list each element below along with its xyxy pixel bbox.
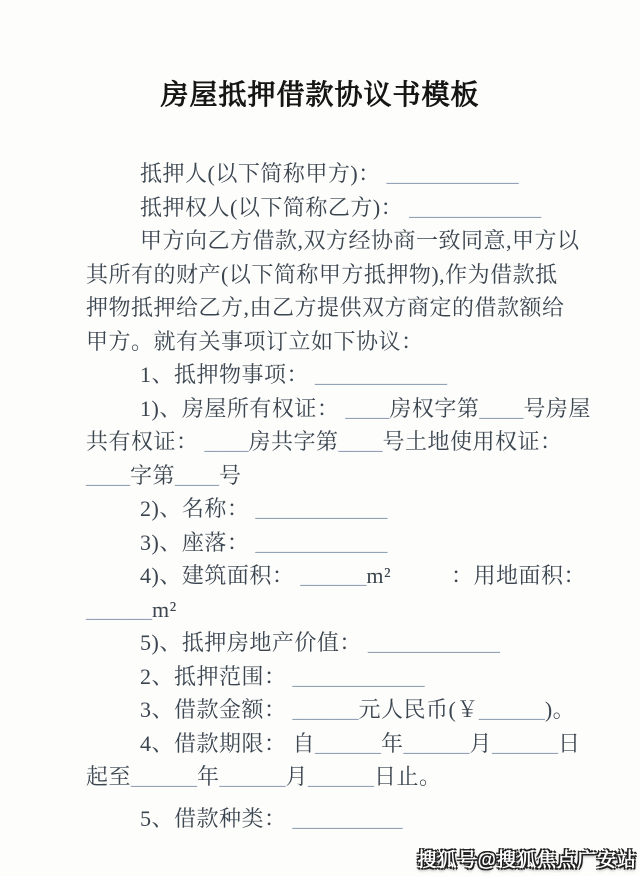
line-preamble-2: 其所有的财产(以下简称甲方抵押物),作为借款抵 (86, 261, 558, 287)
document-title: 房屋抵押借款协议书模板 (160, 79, 480, 110)
line-item1-1-cont-2: ____字第____号 (86, 462, 242, 488)
document-body (0, 157, 640, 835)
line-item1-4-area: 4)、建筑面积： ______m² ：用地面积： (140, 563, 587, 588)
line-item4-term-cont: 起至______年______月______日止。 (86, 764, 442, 789)
line-item1-1-cont-1: 共有权证： ____房共字第____号土地使用权证： (86, 429, 563, 454)
line-mortgagee: 抵押权人(以下简称乙方)： ____________ (140, 194, 542, 220)
line-preamble-1: 甲方向乙方借款,双方经协商一致同意,甲方以 (140, 228, 580, 253)
line-item1-3-location: 3)、座落： ____________ (140, 529, 388, 555)
line-mortgagor: 抵押人(以下简称甲方)： ____________ (140, 161, 519, 186)
line-preamble-4: 甲方。就有关事项订立如下协议： (86, 328, 424, 354)
line-item4-term: 4、借款期限： 自______年______月______日 (140, 730, 581, 756)
line-preamble-3: 押物抵押给乙方,由乙方提供双方商定的借款额给 (86, 295, 565, 320)
line-item1-5-value: 5)、抵押房地产价值： ____________ (140, 630, 500, 655)
line-item5-loan-type: 5、借款种类： __________ (140, 805, 403, 831)
line-item1-4-area-cont: ______m² (86, 596, 177, 622)
line-item1-1-ownership: 1)、房屋所有权证： ____房权字第____号房屋 (140, 395, 591, 421)
line-item1-collateral: 1、抵押物事项： ____________ (140, 362, 448, 387)
line-item3-amount: 3、借款金额： ______元人民币(￥______)。 (140, 697, 576, 722)
sohu-watermark: 搜狐号@搜狐焦点广安站 (417, 850, 637, 871)
line-item2-scope: 2、抵押范围： ____________ (140, 663, 425, 689)
line-item1-2-name: 2)、名称： ____________ (140, 496, 388, 521)
